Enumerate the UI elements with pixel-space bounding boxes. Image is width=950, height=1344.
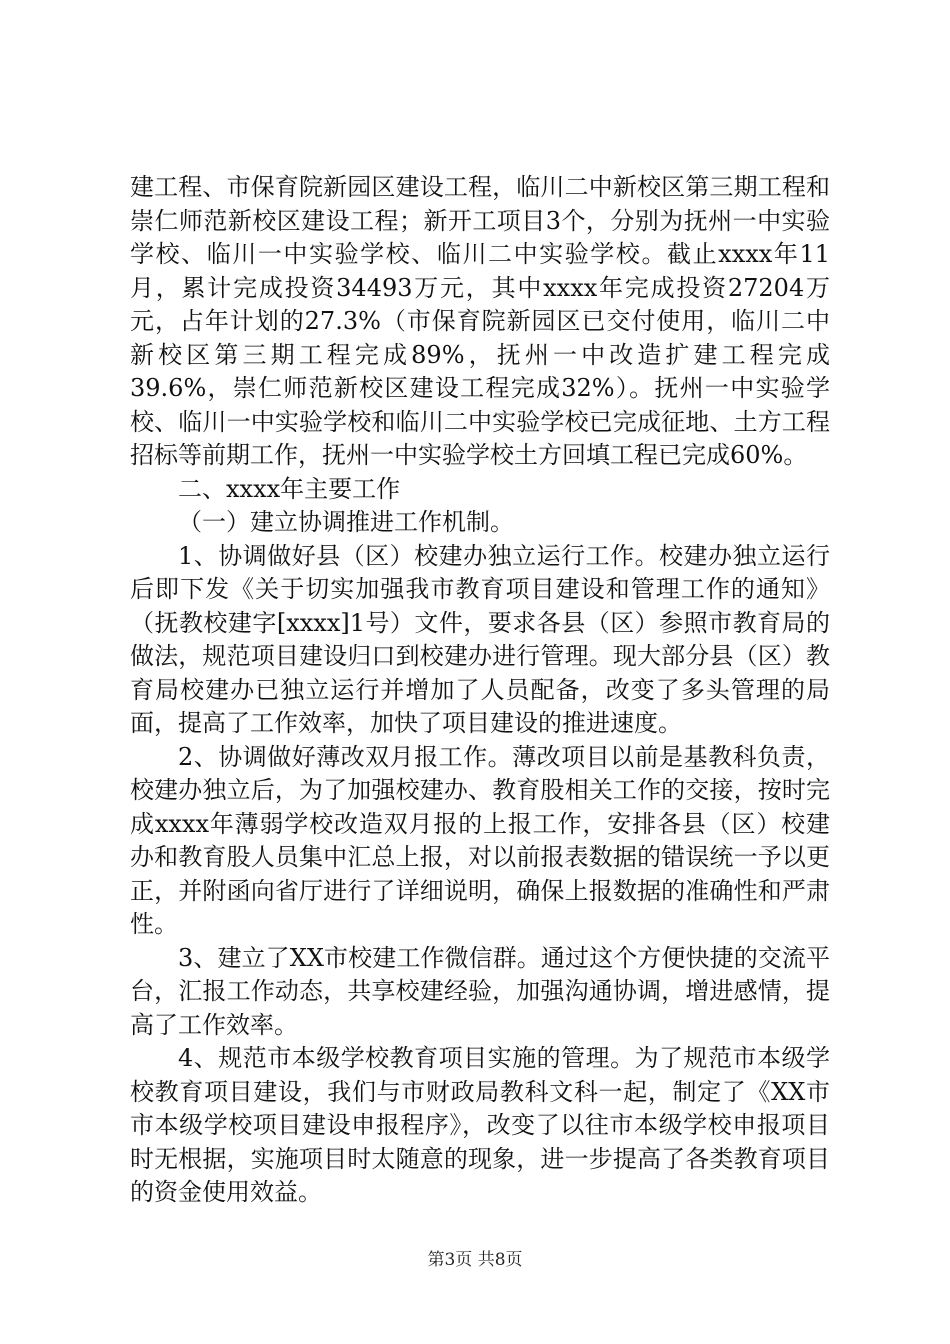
paragraph-item-3: 3、建立了XX市校建工作微信群。通过这个方便快捷的交流平台，汇报工作动态，共享校建经验，加强沟通协调，增进感情，提高了工作效率。 [130,943,830,1039]
paragraph-item-1: 1、协调做好县（区）校建办独立运行工作。校建办独立运行后即下发《关于切实加强我市教育项目建设和管理工作的通知》（抚教校建字[xxxx]1号）文件，要求各县（区）参照市教育局的做法，规范项目建设归口到校建办进行管理。现大部分县（区）教育局校建办已独立运行并增加了人员配备，改变了多头管理的局面，提高了工作效率，加快了项目建设的推进速度。 [130,541,830,737]
paragraph-item-4: 4、规范市本级学校教育项目实施的管理。为了规范市本级学校教育项目建设，我们与市财政局教科文科一起，制定了《XX市市本级学校项目建设申报程序》，改变了以往市本级学校申报项目时无根据，实施项目时太随意的现象，进一步提高了各类教育项目的资金使用效益。 [130,1044,830,1206]
page-number-footer: 第3页 共8页 [427,1250,523,1270]
subsection-heading-coordination: （一）建立协调推进工作机制。 [178,508,514,536]
document-body [130,171,830,1210]
paragraph-investment-summary: 建工程、市保育院新园区建设工程，临川二中新校区第三期工程和崇仁师范新校区建设工程；新开工项目3个，分别为抚州一中实验学校、临川一中实验学校、临川二中实验学校。截止xxxx年11月，累计完成投资34493万元，其中xxxx年完成投资27204万元，占年计划的27.3%（市保育院新园区已交付使用，临川二中新校区第三期工程完成89%，抚州一中改造扩建工程完成39.6%，崇仁师范新校区建设工程完成32%）。抚州一中实验学校、临川一中实验学校和临川二中实验学校已完成征地、土方工程招标等前期工作，抚州一中实验学校土方回填工程已完成60%。 [130,173,830,469]
section-heading-main-work: 二、xxxx年主要工作 [178,474,401,503]
paragraph-item-2: 2、协调做好薄改双月报工作。薄改项目以前是基教科负责，校建办独立后，为了加强校建办、教育股相关工作的交接，按时完成xxxx年薄弱学校改造双月报的上报工作，安排各县（区）校建办和教育股人员集中汇总上报，对以前报表数据的错误统一予以更正，并附函向省厅进行了详细说明，确保上报数据的准确性和严肃性。 [130,742,830,938]
